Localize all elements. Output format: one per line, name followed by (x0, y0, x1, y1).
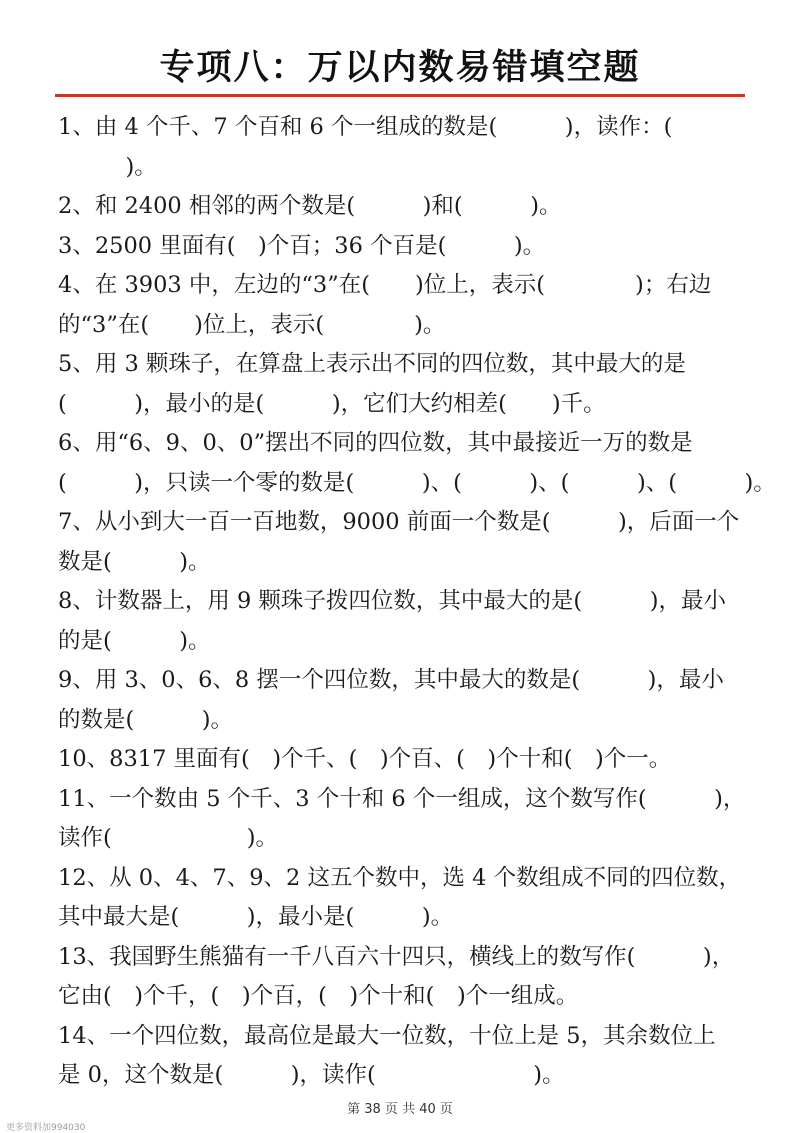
page-number: 第 38 页 共 40 页 (347, 1102, 453, 1117)
question-line: 8、计数器上，用 9 颗珠子拨四位数，其中最大的是( )，最小 (58, 588, 726, 614)
question-line: ( )，最小的是( )，它们大约相差( )千。 (58, 390, 606, 417)
question-item (58, 582, 748, 661)
question-item (58, 938, 748, 1017)
question-line: 13、我国野生熊猫有一千八百六十四只，横线上的数写作( )， (58, 943, 735, 970)
title-underline (55, 94, 745, 97)
question-item (58, 503, 748, 582)
question-line: )。 (58, 153, 157, 180)
question-item (58, 424, 776, 503)
question-line: 5、用 3 颗珠子，在算盘上表示出不同的四位数，其中最大的是 (58, 351, 686, 377)
question-line: 数是( )。 (58, 548, 211, 575)
question-item (58, 859, 748, 938)
question-item (58, 661, 748, 740)
question-line: 6、用“6、9、0、0”摆出不同的四位数，其中最接近一万的数是 (58, 430, 693, 456)
question-line: 9、用 3、0、6、8 摆一个四位数，其中最大的数是( )，最小 (58, 667, 724, 693)
question-item (58, 227, 748, 267)
page-title: 专项八：万以内数易错填空题 (159, 48, 641, 88)
question-line: 12、从 0、4、7、9、2 这五个数中，选 4 个数组成不同的四位数， (58, 864, 742, 891)
question-item (58, 108, 748, 187)
question-line: 4、在 3903 中，左边的“3”在( )位上，表示( )；右边 (58, 272, 712, 298)
question-line: 3、2500 里面有( )个百；36 个百是( )。 (58, 232, 546, 259)
question-line: 14、一个四位数，最高位是最大一位数，十位上是 5，其余数位上 (58, 1022, 716, 1049)
question-line: 它由( )个千，( )个百，( )个十和( )个一组成。 (58, 983, 579, 1009)
question-item (58, 187, 748, 227)
question-line: 的数是( )。 (58, 706, 234, 733)
question-line: 是 0，这个数是( )，读作( )。 (58, 1062, 565, 1088)
question-item (58, 780, 748, 859)
question-line: 的“3”在( )位上，表示( )。 (58, 311, 446, 338)
question-line: 2、和 2400 相邻的两个数是( )和( )。 (58, 193, 562, 219)
question-item (58, 740, 748, 780)
footer-note: 更多资料加994030 (6, 1123, 86, 1133)
question-line: 的是( )。 (58, 627, 211, 654)
question-item (58, 266, 748, 345)
question-line: ( )，只读一个零的数是( )、( )、( )、( )。 (58, 469, 776, 496)
question-line: 11、一个数由 5 个千、3 个十和 6 个一组成，这个数写作( )， (58, 785, 746, 812)
question-line: 10、8317 里面有( )个千、( )个百、( )个十和( )个一。 (58, 746, 672, 772)
question-item (58, 1017, 748, 1096)
question-line: 1、由 4 个千、7 个百和 6 个一组成的数是( )，读作：( (58, 114, 673, 140)
question-line: 读作( )。 (58, 825, 279, 851)
question-line: 7、从小到大一百一百地数，9000 前面一个数是( )，后面一个 (58, 509, 740, 535)
question-item (58, 345, 748, 424)
question-list (58, 108, 776, 1096)
question-line: 其中最大是( )，最小是( )。 (58, 904, 454, 930)
